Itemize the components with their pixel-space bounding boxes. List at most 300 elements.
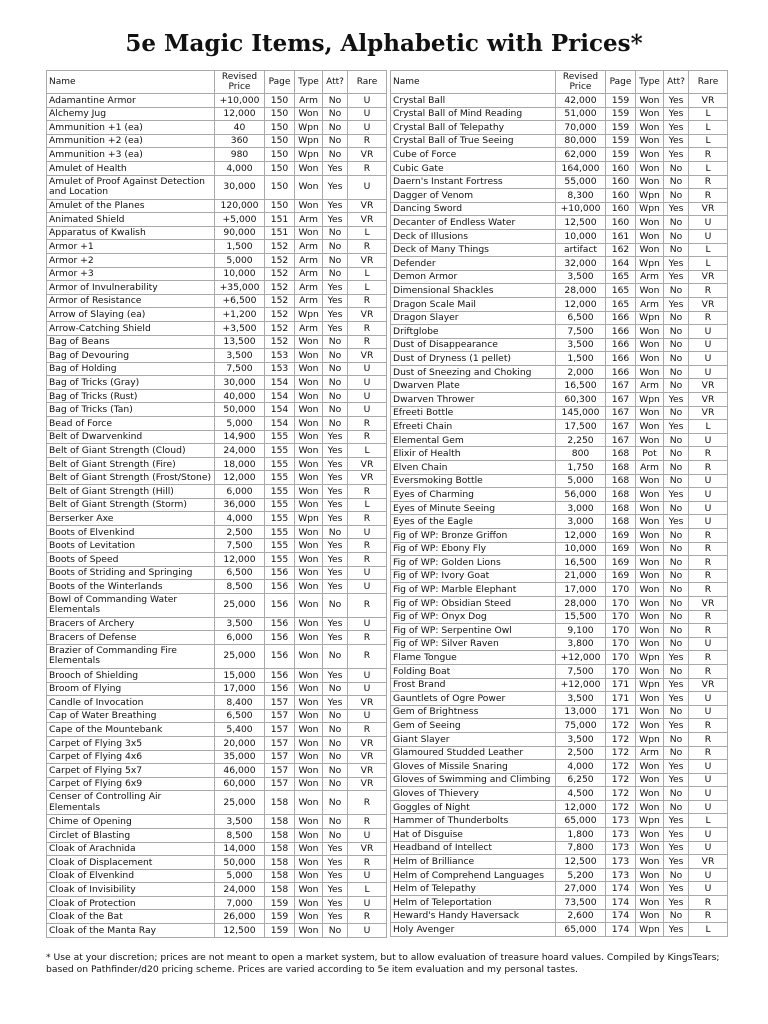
item-name-cell: Hat of Disguise — [391, 828, 556, 842]
type-cell: Arm — [295, 294, 323, 308]
page-cell: 171 — [606, 705, 636, 719]
rarity-cell: VR — [348, 750, 387, 764]
attune-cell: Yes — [664, 692, 689, 706]
page-cell: 159 — [606, 94, 636, 108]
page-cell: 165 — [606, 270, 636, 284]
table-row — [391, 338, 728, 352]
type-cell: Wpn — [295, 512, 323, 526]
price-cell: 40,000 — [215, 389, 265, 403]
item-name-cell: Frost Brand — [391, 678, 556, 692]
type-cell: Won — [295, 764, 323, 778]
price-cell: 7,500 — [556, 325, 606, 339]
rarity-cell: VR — [348, 696, 387, 710]
table-row — [391, 311, 728, 325]
attune-cell: No — [664, 868, 689, 882]
type-cell: Won — [295, 617, 323, 631]
price-cell: 62,000 — [556, 148, 606, 162]
type-cell: Won — [636, 338, 664, 352]
item-name-cell: Eyes of Charming — [391, 488, 556, 502]
page-cell: 159 — [606, 148, 636, 162]
price-cell: 120,000 — [215, 199, 265, 213]
page-cell: 151 — [265, 226, 295, 240]
page-cell: 171 — [606, 678, 636, 692]
table-row — [47, 709, 387, 723]
table-row — [47, 910, 387, 924]
attune-cell: Yes — [323, 842, 348, 856]
page-cell: 168 — [606, 488, 636, 502]
page-cell: 172 — [606, 719, 636, 733]
attune-cell: Yes — [323, 213, 348, 227]
item-name-cell: Bag of Beans — [47, 335, 215, 349]
type-cell: Won — [636, 868, 664, 882]
rarity-cell: L — [689, 420, 728, 434]
rarity-cell: L — [689, 257, 728, 271]
rarity-cell: R — [348, 791, 387, 815]
type-cell: Won — [636, 896, 664, 910]
page-cell: 151 — [265, 213, 295, 227]
attune-cell: Yes — [664, 148, 689, 162]
type-cell: Wpn — [636, 923, 664, 937]
price-cell: +5,000 — [215, 213, 265, 227]
price-cell: 9,100 — [556, 624, 606, 638]
table-row — [47, 485, 387, 499]
attune-cell: Yes — [323, 896, 348, 910]
price-cell: 14,000 — [215, 842, 265, 856]
type-cell: Won — [636, 787, 664, 801]
rarity-cell: L — [689, 161, 728, 175]
table-row — [47, 644, 387, 668]
attune-cell: Yes — [664, 760, 689, 774]
table-row — [47, 403, 387, 417]
attune-cell: No — [664, 325, 689, 339]
rarity-cell: VR — [689, 379, 728, 393]
attune-cell: No — [664, 229, 689, 243]
page-cell: 173 — [606, 855, 636, 869]
rarity-cell: VR — [348, 148, 387, 162]
rarity-cell: R — [689, 746, 728, 760]
rarity-cell: U — [689, 868, 728, 882]
page-cell: 155 — [265, 471, 295, 485]
rarity-cell: VR — [348, 308, 387, 322]
rarity-cell: U — [348, 121, 387, 135]
table-row — [391, 202, 728, 216]
attune-cell: No — [323, 107, 348, 121]
rarity-cell: R — [348, 134, 387, 148]
page-cell: 168 — [606, 461, 636, 475]
item-name-cell: Dagger of Venom — [391, 189, 556, 203]
item-name-cell: Boots of Speed — [47, 553, 215, 567]
attune-cell: No — [323, 417, 348, 431]
page-cell: 165 — [606, 297, 636, 311]
type-cell: Wpn — [636, 651, 664, 665]
price-cell: 3,500 — [215, 617, 265, 631]
attune-cell: No — [664, 596, 689, 610]
attune-cell: Yes — [664, 651, 689, 665]
item-name-cell: Amulet of Health — [47, 161, 215, 175]
table-row — [391, 583, 728, 597]
table-row — [391, 800, 728, 814]
rarity-cell: L — [689, 923, 728, 937]
table-row — [391, 746, 728, 760]
column-header-page: Page — [606, 71, 636, 94]
type-cell: Pot — [636, 447, 664, 461]
rarity-cell: R — [689, 284, 728, 298]
type-cell: Won — [636, 529, 664, 543]
item-name-cell: Belt of Giant Strength (Hill) — [47, 485, 215, 499]
attune-cell: No — [664, 474, 689, 488]
item-name-cell: Eversmoking Bottle — [391, 474, 556, 488]
price-cell: 5,000 — [215, 869, 265, 883]
item-name-cell: Dwarven Thrower — [391, 393, 556, 407]
rarity-cell: U — [348, 828, 387, 842]
table-row — [47, 498, 387, 512]
price-cell: 12,000 — [215, 471, 265, 485]
attune-cell: Yes — [664, 923, 689, 937]
type-cell: Won — [295, 896, 323, 910]
type-cell: Won — [295, 644, 323, 668]
item-name-cell: Fig of WP: Golden Lions — [391, 556, 556, 570]
page-cell: 168 — [606, 474, 636, 488]
page-cell: 172 — [606, 746, 636, 760]
page-cell: 168 — [606, 447, 636, 461]
table-row — [47, 213, 387, 227]
column-header-type: Type — [295, 71, 323, 94]
rarity-cell: U — [348, 376, 387, 390]
price-cell: 6,500 — [215, 709, 265, 723]
attune-cell: No — [664, 529, 689, 543]
price-cell: 30,000 — [215, 376, 265, 390]
page-cell: 173 — [606, 814, 636, 828]
type-cell: Arm — [295, 213, 323, 227]
page-cell: 168 — [606, 501, 636, 515]
item-name-cell: Alchemy Jug — [47, 107, 215, 121]
page-cell: 160 — [606, 175, 636, 189]
type-cell: Won — [636, 474, 664, 488]
attune-cell: Yes — [323, 485, 348, 499]
attune-cell: No — [323, 134, 348, 148]
table-row — [47, 512, 387, 526]
table-row — [47, 94, 387, 108]
page-cell: 158 — [265, 856, 295, 870]
rarity-cell: R — [689, 610, 728, 624]
column-header-price: Revised Price — [556, 71, 606, 94]
page-cell: 156 — [265, 617, 295, 631]
type-cell: Won — [636, 229, 664, 243]
item-name-cell: Helm of Telepathy — [391, 882, 556, 896]
price-cell: 164,000 — [556, 161, 606, 175]
page-cell: 156 — [265, 682, 295, 696]
rarity-cell: U — [689, 692, 728, 706]
type-cell: Won — [636, 855, 664, 869]
page-cell: 154 — [265, 403, 295, 417]
type-cell: Won — [295, 444, 323, 458]
table-row — [391, 596, 728, 610]
table-row — [47, 430, 387, 444]
type-cell: Wpn — [636, 202, 664, 216]
page-cell: 167 — [606, 406, 636, 420]
page-cell: 166 — [606, 352, 636, 366]
rarity-cell: R — [689, 311, 728, 325]
rarity-cell: U — [689, 433, 728, 447]
table-row — [47, 580, 387, 594]
type-cell: Won — [295, 828, 323, 842]
attune-cell: No — [664, 243, 689, 257]
type-cell: Arm — [636, 379, 664, 393]
attune-cell: Yes — [323, 580, 348, 594]
table-row — [391, 637, 728, 651]
attune-cell: Yes — [323, 199, 348, 213]
item-name-cell: Bag of Holding — [47, 362, 215, 376]
price-cell: 73,500 — [556, 896, 606, 910]
page-cell: 150 — [265, 94, 295, 108]
table-row — [47, 553, 387, 567]
table-row — [391, 868, 728, 882]
table-row — [391, 760, 728, 774]
rarity-cell: U — [689, 229, 728, 243]
items-table-left — [46, 70, 387, 938]
price-cell: 10,000 — [556, 229, 606, 243]
item-name-cell: Carpet of Flying 6x9 — [47, 777, 215, 791]
attune-cell: Yes — [323, 539, 348, 553]
item-name-cell: Armor +2 — [47, 253, 215, 267]
table-row — [391, 501, 728, 515]
price-cell: 24,000 — [215, 883, 265, 897]
type-cell: Wpn — [636, 311, 664, 325]
attune-cell: No — [323, 644, 348, 668]
page-cell: 161 — [606, 229, 636, 243]
price-cell: 3,500 — [556, 270, 606, 284]
page-cell: 152 — [265, 281, 295, 295]
attune-cell: No — [664, 732, 689, 746]
page-cell: 159 — [606, 134, 636, 148]
item-name-cell: Armor +1 — [47, 240, 215, 254]
item-name-cell: Dust of Dryness (1 pellet) — [391, 352, 556, 366]
price-cell: 60,300 — [556, 393, 606, 407]
page-cell: 150 — [265, 175, 295, 199]
price-cell: 24,000 — [215, 444, 265, 458]
rarity-cell: U — [689, 501, 728, 515]
attune-cell: Yes — [323, 883, 348, 897]
attune-cell: No — [664, 379, 689, 393]
price-cell: 980 — [215, 148, 265, 162]
page-cell: 158 — [265, 842, 295, 856]
table-row — [47, 869, 387, 883]
rarity-cell: R — [348, 321, 387, 335]
type-cell: Won — [636, 909, 664, 923]
type-cell: Won — [295, 553, 323, 567]
table-row — [47, 240, 387, 254]
column-header-page: Page — [265, 71, 295, 94]
item-name-cell: Censer of Controlling Air Elementals — [47, 791, 215, 815]
price-cell: 70,000 — [556, 121, 606, 135]
attune-cell: No — [323, 593, 348, 617]
price-cell: 27,000 — [556, 882, 606, 896]
page-cell: 158 — [265, 815, 295, 829]
price-cell: 8,300 — [556, 189, 606, 203]
item-name-cell: Belt of Giant Strength (Storm) — [47, 498, 215, 512]
page-cell: 152 — [265, 267, 295, 281]
price-cell: 12,500 — [215, 924, 265, 938]
attune-cell: Yes — [323, 175, 348, 199]
rarity-cell: R — [689, 909, 728, 923]
rarity-cell: U — [348, 403, 387, 417]
item-name-cell: Fig of WP: Onyx Dog — [391, 610, 556, 624]
price-cell: 15,500 — [556, 610, 606, 624]
rarity-cell: VR — [689, 94, 728, 108]
item-name-cell: Ammunition +2 (ea) — [47, 134, 215, 148]
type-cell: Won — [636, 352, 664, 366]
attune-cell: Yes — [323, 668, 348, 682]
rarity-cell: R — [689, 664, 728, 678]
item-name-cell: Boots of Elvenkind — [47, 525, 215, 539]
rarity-cell: VR — [689, 270, 728, 284]
page-cell: 155 — [265, 485, 295, 499]
table-row — [47, 617, 387, 631]
type-cell: Arm — [636, 270, 664, 284]
table-row — [47, 696, 387, 710]
type-cell: Arm — [636, 461, 664, 475]
item-name-cell: Elven Chain — [391, 461, 556, 475]
rarity-cell: VR — [348, 764, 387, 778]
type-cell: Won — [295, 856, 323, 870]
attune-cell: No — [323, 815, 348, 829]
type-cell: Wpn — [636, 393, 664, 407]
rarity-cell: VR — [348, 736, 387, 750]
rarity-cell: R — [689, 529, 728, 543]
attune-cell: No — [323, 148, 348, 162]
rarity-cell: L — [689, 814, 728, 828]
item-name-cell: Cube of Force — [391, 148, 556, 162]
table-row — [391, 393, 728, 407]
type-cell: Won — [295, 498, 323, 512]
page-cell: 170 — [606, 664, 636, 678]
item-name-cell: Dancing Sword — [391, 202, 556, 216]
price-cell: 30,000 — [215, 175, 265, 199]
rarity-cell: R — [348, 485, 387, 499]
item-name-cell: Belt of Giant Strength (Cloud) — [47, 444, 215, 458]
type-cell: Won — [636, 583, 664, 597]
type-cell: Won — [636, 515, 664, 529]
table-row — [391, 297, 728, 311]
item-name-cell: Cloak of the Bat — [47, 910, 215, 924]
item-name-cell: Fig of WP: Serpentine Owl — [391, 624, 556, 638]
page-cell: 167 — [606, 393, 636, 407]
price-cell: 2,600 — [556, 909, 606, 923]
item-name-cell: Adamantine Armor — [47, 94, 215, 108]
attune-cell: Yes — [664, 270, 689, 284]
price-cell: 5,400 — [215, 723, 265, 737]
item-name-cell: Bag of Tricks (Rust) — [47, 389, 215, 403]
rarity-cell: U — [689, 760, 728, 774]
page-cell: 159 — [265, 924, 295, 938]
rarity-cell: R — [689, 175, 728, 189]
table-row — [391, 787, 728, 801]
type-cell: Won — [636, 610, 664, 624]
price-cell: 28,000 — [556, 284, 606, 298]
page-cell: 159 — [265, 910, 295, 924]
table-row — [391, 624, 728, 638]
price-cell: 65,000 — [556, 814, 606, 828]
table-row — [391, 189, 728, 203]
rarity-cell: R — [689, 542, 728, 556]
rarity-cell: U — [689, 474, 728, 488]
rarity-cell: R — [348, 430, 387, 444]
table-row — [47, 777, 387, 791]
attune-cell: Yes — [664, 828, 689, 842]
price-cell: 6,500 — [215, 566, 265, 580]
attune-cell: No — [664, 501, 689, 515]
table-row — [391, 515, 728, 529]
type-cell: Won — [295, 910, 323, 924]
page-cell: 166 — [606, 338, 636, 352]
item-name-cell: Gauntlets of Ogre Power — [391, 692, 556, 706]
item-name-cell: Bag of Tricks (Gray) — [47, 376, 215, 390]
rarity-cell: L — [348, 267, 387, 281]
page-cell: 169 — [606, 529, 636, 543]
item-name-cell: Deck of Illusions — [391, 229, 556, 243]
table-row — [391, 447, 728, 461]
page-cell: 160 — [606, 202, 636, 216]
item-name-cell: Dust of Sneezing and Choking — [391, 365, 556, 379]
attune-cell: No — [664, 189, 689, 203]
item-name-cell: Helm of Teleportation — [391, 896, 556, 910]
price-cell: 7,800 — [556, 841, 606, 855]
price-cell: 800 — [556, 447, 606, 461]
rarity-cell: L — [348, 226, 387, 240]
table-row — [47, 842, 387, 856]
type-cell: Won — [636, 433, 664, 447]
table-row — [47, 444, 387, 458]
type-cell: Arm — [636, 746, 664, 760]
page-cell: 155 — [265, 457, 295, 471]
item-name-cell: Fig of WP: Silver Raven — [391, 637, 556, 651]
rarity-cell: R — [689, 732, 728, 746]
table-row — [391, 461, 728, 475]
attune-cell: No — [323, 94, 348, 108]
table-row — [47, 226, 387, 240]
table-row — [47, 750, 387, 764]
rarity-cell: U — [689, 787, 728, 801]
price-cell: 51,000 — [556, 107, 606, 121]
page-cell: 159 — [606, 107, 636, 121]
rarity-cell: U — [348, 924, 387, 938]
item-name-cell: Dimensional Shackles — [391, 284, 556, 298]
type-cell: Won — [636, 719, 664, 733]
page-cell: 170 — [606, 624, 636, 638]
price-cell: 4,000 — [215, 512, 265, 526]
type-cell: Won — [295, 389, 323, 403]
type-cell: Won — [295, 750, 323, 764]
item-name-cell: Fig of WP: Bronze Griffon — [391, 529, 556, 543]
price-cell: 2,000 — [556, 365, 606, 379]
type-cell: Won — [636, 624, 664, 638]
table-row — [47, 883, 387, 897]
price-cell: 17,500 — [556, 420, 606, 434]
item-name-cell: Helm of Comprehend Languages — [391, 868, 556, 882]
type-cell: Won — [295, 593, 323, 617]
rarity-cell: R — [348, 593, 387, 617]
price-cell: 56,000 — [556, 488, 606, 502]
type-cell: Won — [636, 569, 664, 583]
attune-cell: Yes — [323, 321, 348, 335]
type-cell: Won — [295, 842, 323, 856]
attune-cell: No — [323, 240, 348, 254]
table-row — [391, 161, 728, 175]
table-row — [391, 542, 728, 556]
attune-cell: Yes — [323, 281, 348, 295]
item-name-cell: Deck of Many Things — [391, 243, 556, 257]
page-cell: 157 — [265, 764, 295, 778]
